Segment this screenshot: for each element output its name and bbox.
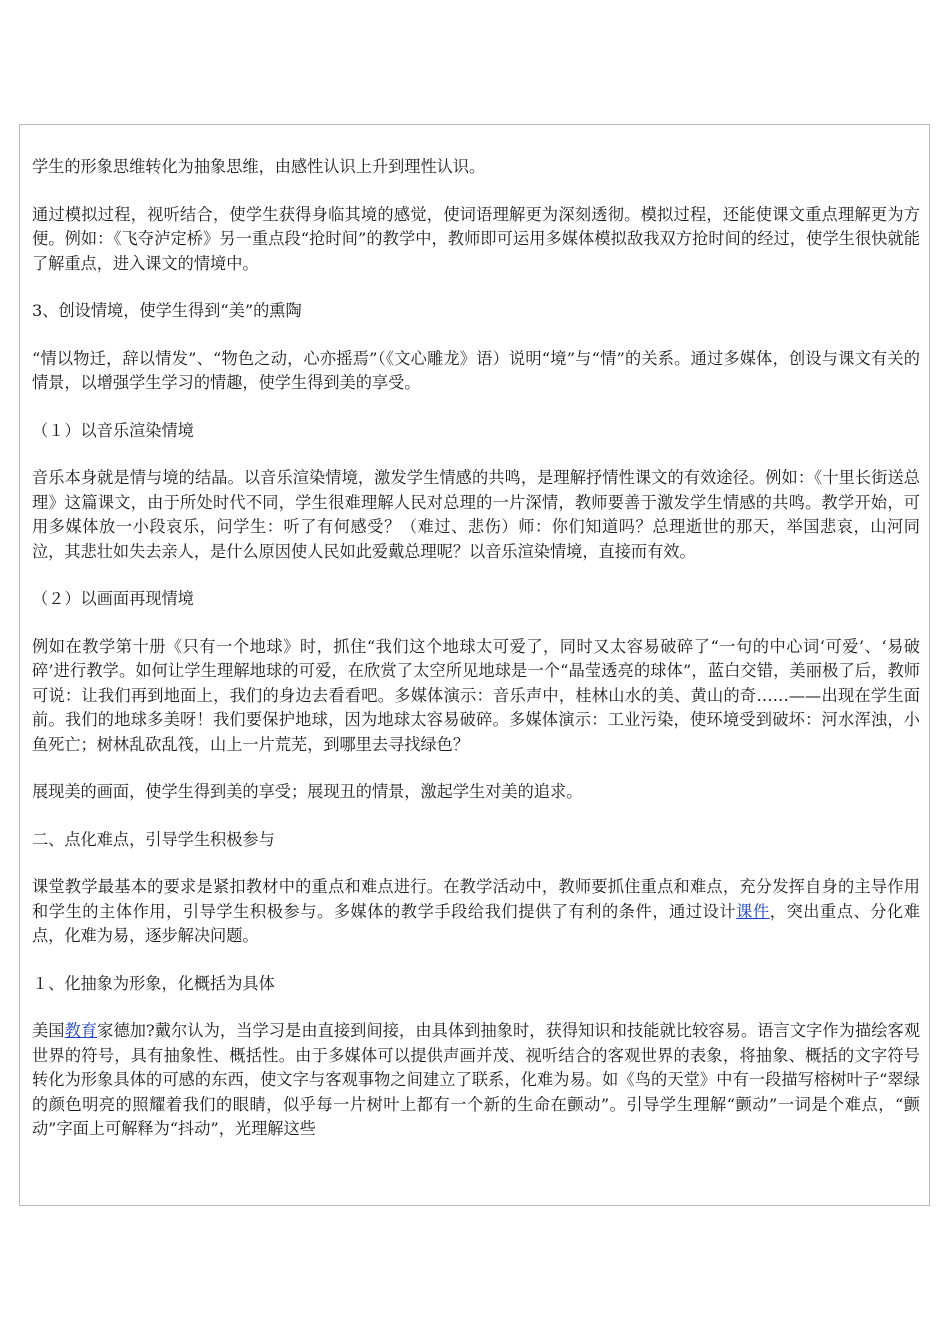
paragraph: 例如在教学第十册《只有一个地球》时，抓住“我们这个地球太可爱了，同时又太容易破碎了“一句的中心词‘可爱’、‘易破碎’进行教学。如何让学生理解地球的可爱，在欣赏了太空所见地球是一个“晶莹透亮的球体”，蓝白交错，美丽极了后，教师可说：让我们再到地面上，我们的身边去看看吧。多媒体演示：音乐声中，桂林山水的美、黄山的奇……——出现在学生面前。我们的地球多美呀！我们要保护地球，因为地球太容易破碎。多媒体演示：工业污染，使环境受到破坏：河水浑浊，小鱼死亡；树林乱砍乱筏，山上一片荒芜，到哪里去寻找绿色？ — [32, 636, 920, 754]
paragraph-text: ，突出重点、分化难点，化难为易，逐步解决问题。 — [32, 901, 920, 945]
paragraph: 通过模拟过程，视听结合，使学生获得身临其境的感觉，使词语理解更为深刻透彻。模拟过程，还能使课文重点理解更为方便。例如：《飞夺泸定桥》另一重点段“抢时间”的教学中，教师即可运用多媒体模拟敌我双方抢时间的经过，使学生很快就能了解重点，进入课文的情境中。 — [32, 204, 920, 273]
paragraph: 展现美的画面，使学生得到美的享受；展现丑的情景，激起学生对美的追求。 — [32, 782, 583, 801]
paragraph: 音乐本身就是情与境的结晶。以音乐渲染情境，激发学生情感的共鸣，是理解抒情性课文的有效途径。例如：《十里长街送总理》这篇课文，由于所处时代不同，学生很难理解人民对总理的一片深情，教师要善于激发学生情感的共鸣。教学开始，可用多媒体放一小段哀乐，问学生：听了有何感受？（难过、悲伤）师：你们知道吗？总理逝世的那天，举国悲哀，山河同泣，其悲壮如失去亲人，是什么原因使人民如此爱戴总理呢？以音乐渲染情境，直接而有效。 — [32, 468, 920, 561]
document-body — [32, 155, 920, 1165]
education-link[interactable]: 教育 — [64, 1021, 98, 1040]
paragraph-text: 课堂教学最基本的要求是紧扣教材中的重点和难点进行。在教学活动中，教师要抓住重点和难点，充分发挥自身的主导作用和学生的主体作用，引导学生积极参与。多媒体的教学手段给我们提供了有利的条件，通过设计 — [32, 877, 920, 921]
section-heading: 二、点化难点，引导学生积极参与 — [32, 829, 275, 849]
paragraph — [32, 875, 920, 949]
paragraph: 学生的形象思维转化为抽象思维，由感性认识上升到理性认识。 — [32, 157, 486, 176]
paragraph-text: 家德加?戴尔认为，当学习是由直接到间接，由具体到抽象时，获得知识和技能就比较容易。语言文字作为描绘客观世界的符号，具有抽象性、概括性。由于多媒体可以提供声画并茂、视听结合的客观世界的表象，将抽象、概括的文字符号转化为形象具体的可感的东西，使文字与客观事物之间建立了联系，化难为易。如《鸟的天堂》中有一段描写榕树叶子“翠绿的颜色明亮的照耀着我们的眼睛，似乎每一片树叶上都有一个新的生命在颤动”。引导学生理解“颤动”一词是个难点，“颤动”字面上可解释为“抖动”，光理解这些 — [32, 1021, 921, 1138]
subsection-heading: （２）以画面再现情境 — [32, 589, 194, 608]
section-heading: 3、创设情境，使学生得到“美”的熏陶 — [32, 301, 302, 320]
paragraph — [32, 1019, 920, 1142]
paragraph: “情以物迁，辞以情发”、“物色之动，心亦摇焉”（《文心雕龙》语）说明“境”与“情”的关系。通过多媒体，创设与课文有关的情景，以增强学生学习的情趣，使学生得到美的享受。 — [32, 348, 920, 392]
courseware-link[interactable]: 课件 — [736, 901, 770, 921]
subsection-heading: （１）以音乐渲染情境 — [32, 420, 194, 440]
paragraph-text: 美国 — [32, 1021, 65, 1040]
subsection-heading: １、化抽象为形象，化概括为具体 — [32, 973, 275, 993]
document-frame — [19, 124, 930, 1206]
